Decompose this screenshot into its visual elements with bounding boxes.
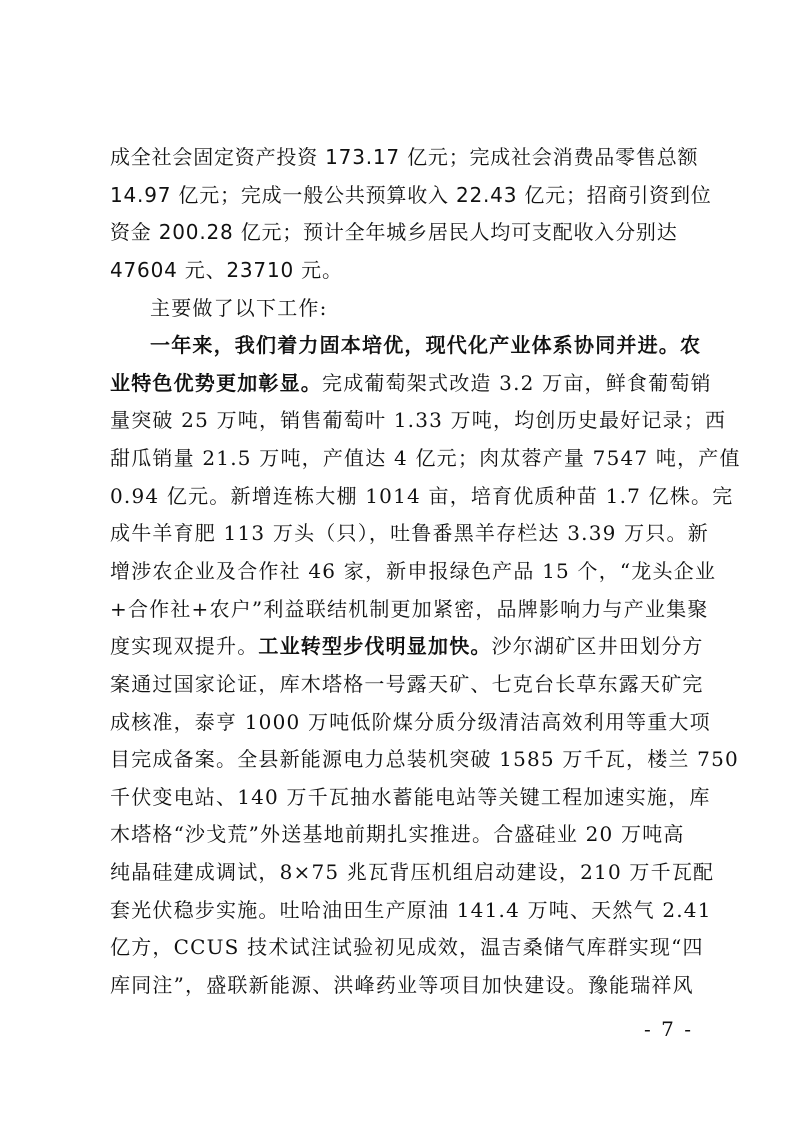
text-run: 量突破 25 万吨，销售葡萄叶 1.33 万吨，均创历史最好记录；西 (110, 408, 727, 432)
text-line-6-heading (150, 325, 702, 365)
text-run: 成牛羊育肥 113 万头（只），吐鲁番黑羊存栏达 3.39 万只。新 (110, 521, 709, 545)
bold-heading-run: 业特色优势更加彰显。 (110, 371, 322, 395)
text-run: 完成葡萄架式改造 3.2 万亩，鲜食葡萄销 (322, 371, 712, 395)
text-line-5-paragraph-start (150, 288, 690, 328)
text-line-22 (110, 927, 704, 967)
text-run: 成核准，泰亨 1000 万吨低阶煤分质分级清洁高效利用等重大项 (110, 710, 711, 734)
text-run: 甜瓜销量 21.5 万吨，产值达 4 亿元；肉苁蓉产量 7547 吨，产值 (110, 446, 741, 470)
text-run: 成全社会固定资产投资 173.17 亿元；完成社会消费品零售总额 (110, 145, 699, 169)
text-line-15 (110, 664, 704, 704)
text-line-20 (110, 852, 715, 892)
text-line-18 (110, 777, 711, 817)
text-line-3 (110, 212, 690, 252)
text-line-12 (110, 551, 717, 591)
text-line-16 (110, 702, 711, 742)
text-run: 14.97 亿元；完成一般公共预算收入 22.43 亿元；招商引资到位 (110, 183, 712, 207)
text-line-13 (110, 589, 709, 629)
text-line-1 (110, 137, 699, 177)
text-line-21 (110, 890, 712, 930)
text-run: 亿方，CCUS 技术试注试验初见成效，温吉桑储气库群实现“四 (110, 935, 704, 959)
bold-heading-run: 一年来，我们着力固本培优，现代化产业体系协同并进。农 (150, 333, 702, 357)
text-line-9 (110, 438, 741, 478)
text-run: 资金 200.28 亿元；预计全年城乡居民人均可支配收入分别达 (110, 220, 678, 244)
text-run: 增涉农企业及合作社 46 家，新申报绿色产品 15 个，“龙头企业 (110, 559, 717, 583)
text-run: 度实现双提升。 (110, 634, 259, 658)
bold-heading-run: 工业转型步伐明显加快。 (258, 634, 492, 658)
text-line-10 (110, 476, 734, 516)
text-run: 纯晶硅建成调试，8×75 兆瓦背压机组启动建设，210 万千瓦配 (110, 860, 715, 884)
text-line-17 (110, 739, 739, 779)
text-line-23 (110, 965, 694, 1005)
page-number: - 7 - (644, 1017, 693, 1041)
text-line-7 (110, 363, 712, 403)
text-run: 木塔格“沙戈荒”外送基地前期扎实推进。合盛硅业 20 万吨高 (110, 822, 685, 846)
text-run: 套光伏稳步实施。吐哈油田生产原油 141.4 万吨、天然气 2.41 (110, 898, 712, 922)
text-run: 主要做了以下工作: (150, 296, 328, 320)
text-run: 0.94 亿元。新增连栋大棚 1014 亩，培育优质种苗 1.7 亿株。完 (110, 484, 734, 508)
text-run: 沙尔湖矿区井田划分方 (491, 634, 704, 658)
text-line-11 (110, 513, 709, 553)
text-run: 目完成备案。全县新能源电力总装机突破 1585 万千瓦，楼兰 750 (110, 747, 739, 771)
text-line-2 (110, 175, 712, 215)
text-line-19 (110, 814, 690, 854)
text-run: +合作社+农户”利益联结机制更加紧密，品牌影响力与产业集聚 (110, 597, 709, 621)
text-run: 千伏变电站、140 万千瓦抽水蓄能电站等关键工程加速实施，库 (110, 785, 711, 809)
text-line-14 (110, 626, 704, 666)
text-run: 库同注”，盛联新能源、洪峰药业等项目加快建设。豫能瑞祥风 (110, 973, 694, 997)
text-run: 案通过国家论证，库木塔格一号露天矿、七克台长草东露天矿完 (110, 672, 704, 696)
text-run: 47604 元、23710 元。 (110, 258, 343, 282)
text-line-8 (110, 400, 727, 440)
text-line-4 (110, 250, 690, 290)
